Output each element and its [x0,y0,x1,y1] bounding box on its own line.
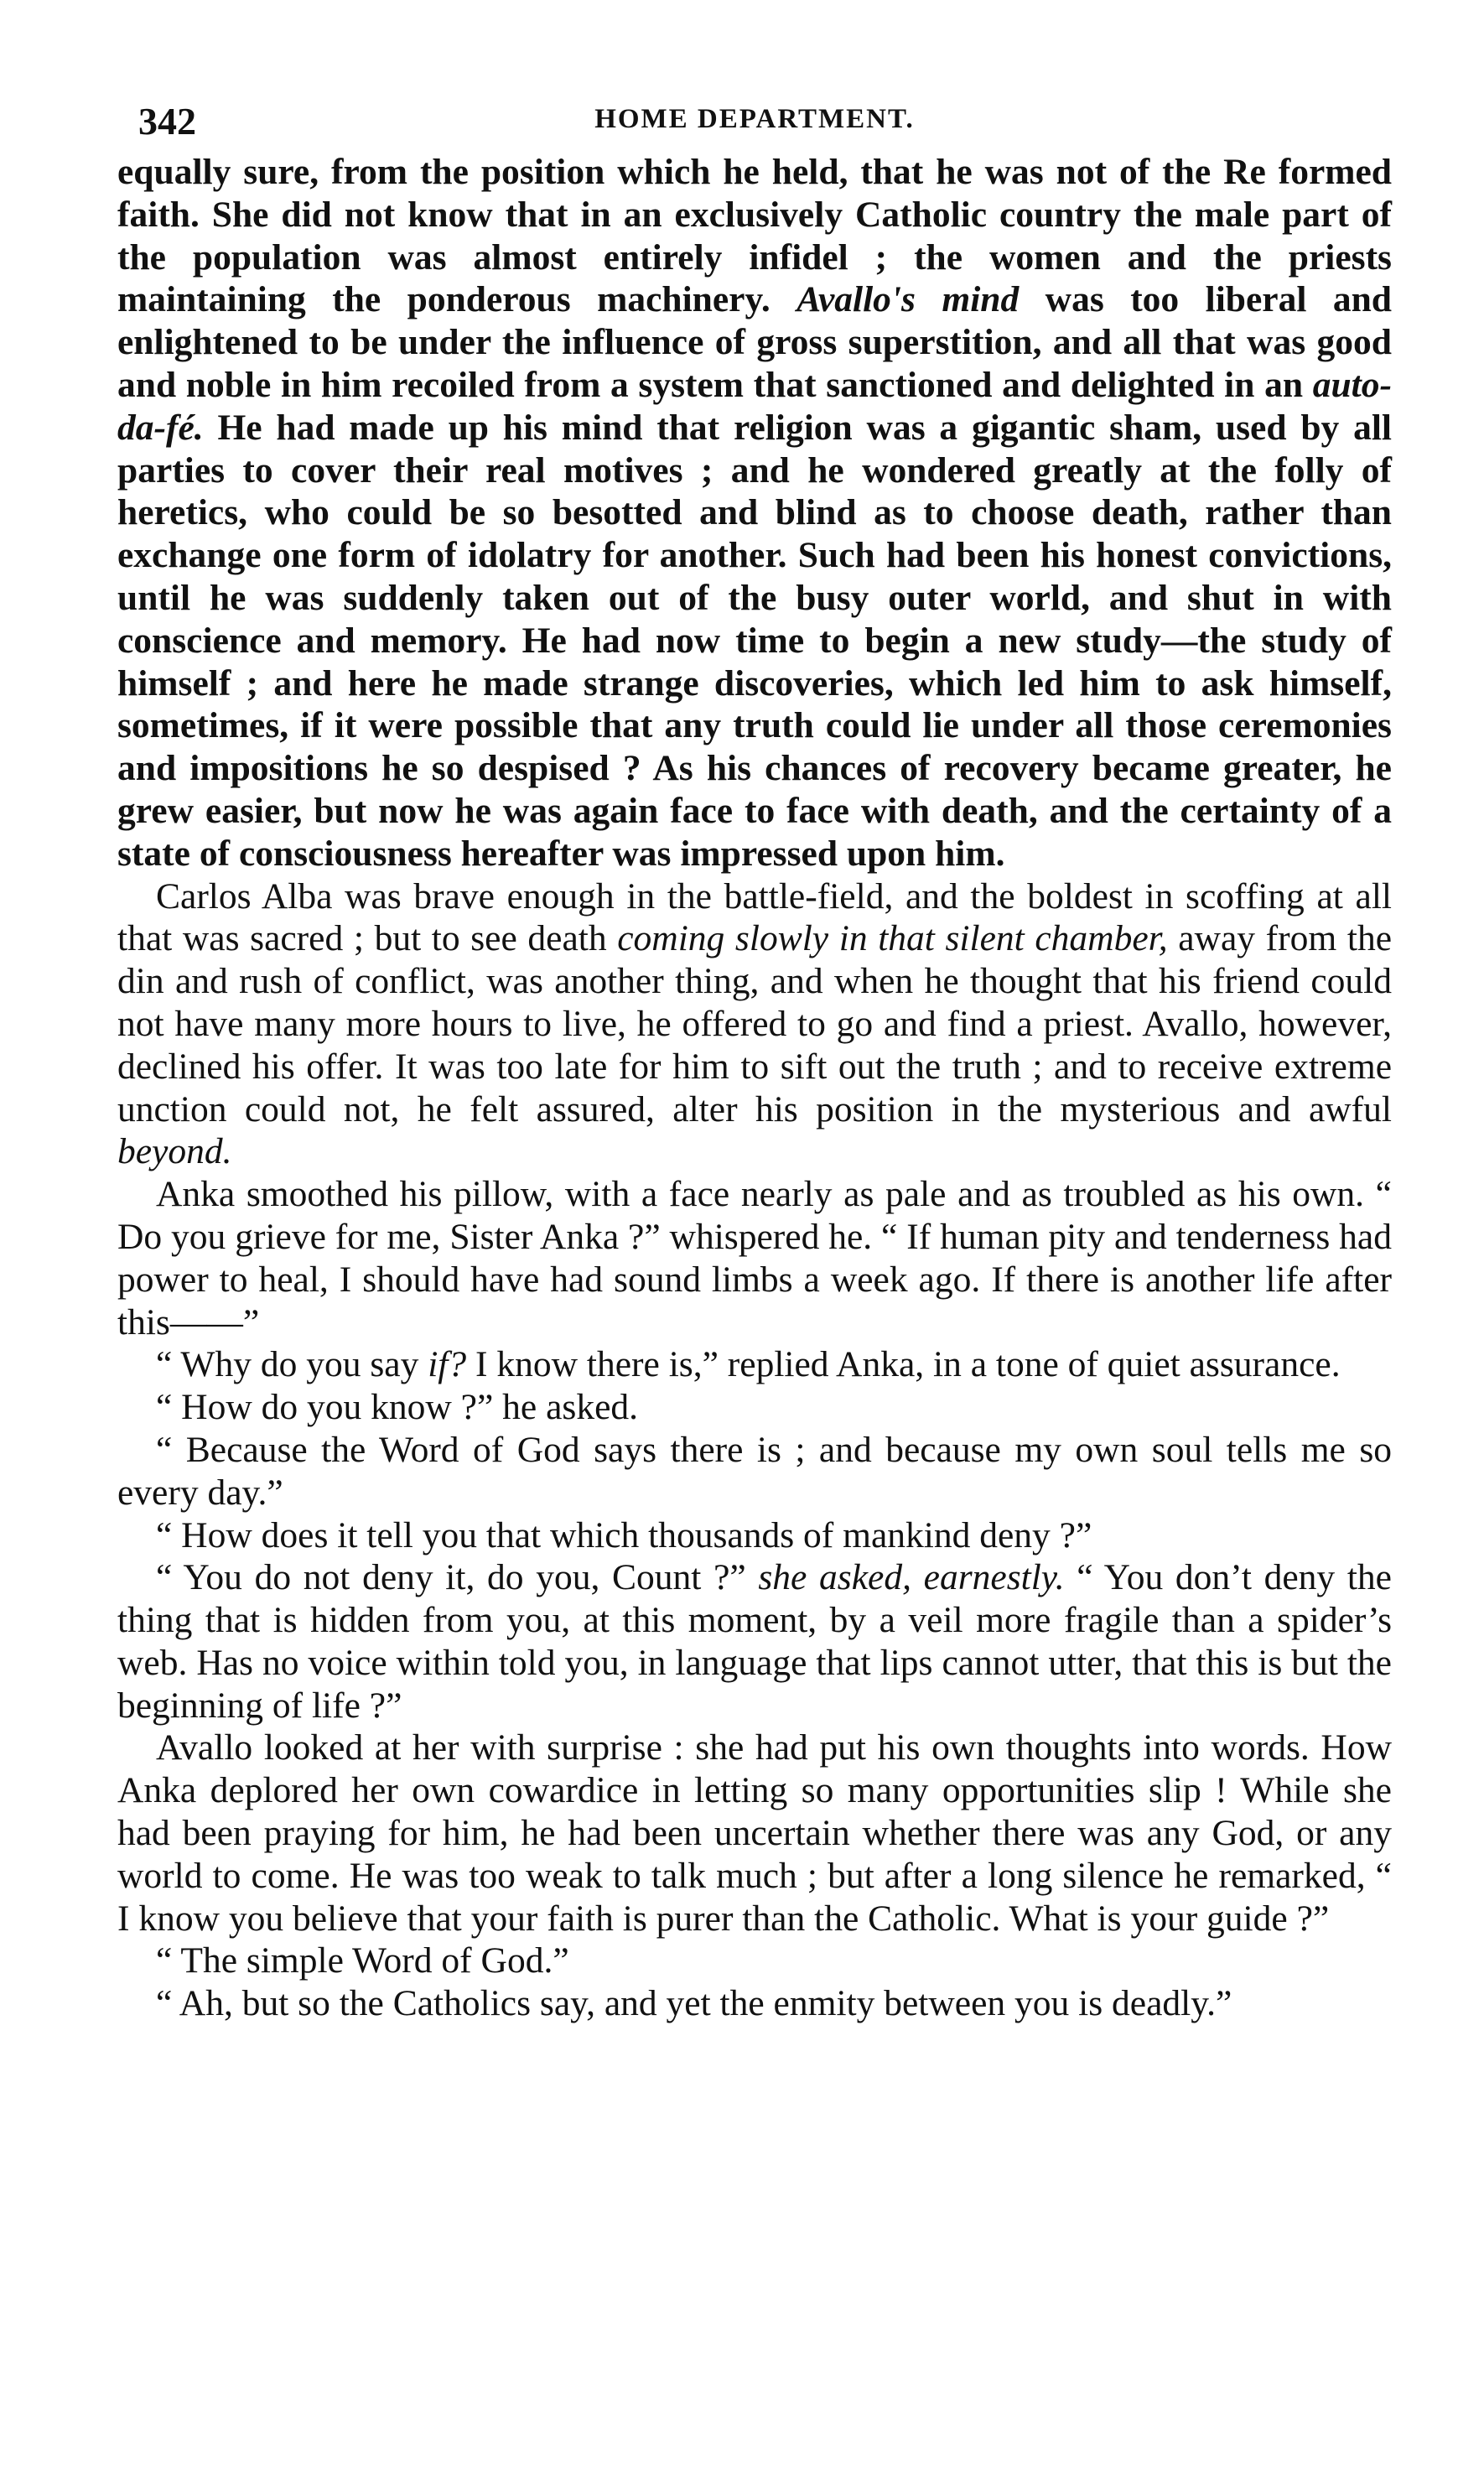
paragraph-text: He had made up his mind that religion was a gigantic sham, used by all parties to cover their real motives ; and he wondered greatly at the folly of heretics, who could be so besotted and blind as to choose death, rather than exchange one form of idolatry for another. Such had been his honest convictions, until he was suddenly taken out of the busy outer world, and shut in with conscience and memory. He had now time to begin a new study—the study of himself ; and here he made strange discoveries, which led him to ask himself, sometimes, if it were possible that any truth could lie under all those ceremonies and impositions he so despised ? As his chances of recovery became greater, he grew easier, but now he was again face to face with death, and the certainty of a state of consciousness hereafter was impressed upon him. [117,407,1392,874]
italic-text: beyond. [117,1131,232,1172]
paragraph-text: was too liberal and enlightened to be under the influence of gross superstition, and all that was good and noble in him recoiled from a system that sanctioned and delighted in an [117,279,1392,405]
paragraph-text: “ Because the Word of God says there is ; and because my own soul tells me so every day.” [117,1429,1392,1513]
body-text [117,151,1392,2025]
paragraph [117,1429,1392,1514]
paragraph [117,151,1392,875]
paragraph-text: Carlos Alba was brave enough in the battle-field, and the boldest in scoffing at all that was sacred ; but to see death [117,875,1392,959]
page-number: 342 [138,100,196,143]
italic-text: if? [428,1344,467,1385]
paragraph [117,875,1392,1174]
paragraph [117,1556,1392,1727]
paragraph-text: Avallo looked at her with surprise : she had put his own thoughts into words. How Anka deplored her own cowardice in letting so many opportunities slip ! While she had been praying for him, he had been uncertain whether there was any God, or any world to come. He was too weak to talk much ; but after a long silence he remarked, “ I know you believe that your faith is purer than the Catholic. What is your guide ?” [117,1727,1392,1939]
paragraph-text: I know there is,” replied Anka, in a tone of quiet assurance. [466,1344,1341,1385]
paragraph-text: away from the din and rush of conflict, was another thing, and when he thought that his friend could not have many more hours to live, he offered to go and find a priest. Avallo, however, declined his offer. It was too late for him to sift out the truth ; and to receive extreme unction could not, he felt assured, alter his position in the mysterious and awful [117,918,1393,1130]
paragraph-text: “ The simple Word of God.” [156,1940,569,1981]
paragraph [117,1727,1392,1940]
paragraph [117,1940,1392,1982]
paragraph-text: “ How do you know ?” he asked. [156,1387,639,1428]
paragraph-text: “ You do not deny it, do you, Count ?” [156,1557,759,1598]
italic-text: auto-da-fé. [117,364,1392,448]
paragraph-text: “ How does it tell you that which thousands of mankind deny ?” [156,1514,1092,1555]
paragraph-text: equally sure, from the position which he held, that he was not of the Re formed faith. She did not know that in an exclusively Catholic country the male part of the population was almost entirely infidel ; the women and the priests maintaining the ponderous machinery. [117,152,1392,320]
paragraph-text: “ Ah, but so the Catholics say, and yet the enmity between you is deadly.” [156,1983,1232,2024]
paragraph-text: Anka smoothed his pillow, with a face nearly as pale and as troubled as his own. “ Do you grieve for me, Sister Anka ?” whispered he. “ If human pity and tenderness had power to heal, I should have had sound limbs a week ago. If there is another life after this——” [117,1174,1392,1342]
paragraph [117,1514,1392,1557]
paragraph [117,1173,1392,1343]
italic-text: Avallo's mind [796,279,1020,320]
paragraph-text: “ Why do you say [156,1344,428,1385]
paragraph-text: “ You don’t deny the thing that is hidden from you, at this moment, by a veil more fragile than a spider’s web. Has no voice within told you, in language that lips cannot utter, that this is but the beginning of life ?” [117,1557,1392,1726]
italic-text: coming slowly in that silent chamber, [617,918,1168,959]
running-head: HOME DEPARTMENT. [594,104,915,134]
book-page [117,92,1392,2025]
italic-text: she asked, earnestly. [758,1557,1065,1598]
paragraph [117,1343,1392,1386]
paragraph [117,1386,1392,1429]
paragraph [117,1982,1392,2025]
page-header [117,92,1392,151]
